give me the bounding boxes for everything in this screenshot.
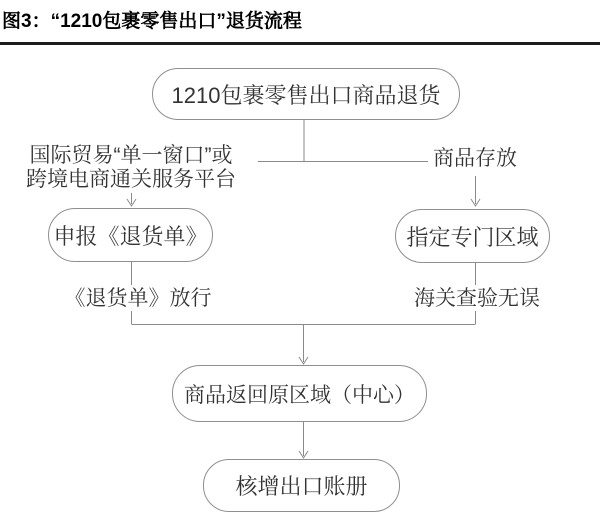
- label-goods-storage: 商品存放: [433, 147, 517, 170]
- node-increase-export-ledger: 核增出口账册: [203, 459, 400, 512]
- label-declaration-channel-line2: 跨境电商通关服务平台: [26, 168, 236, 191]
- node-start-return-goods: 1210包裹零售出口商品退货: [152, 68, 460, 120]
- label-return-form-release: 《退货单》放行: [64, 287, 212, 310]
- label-declaration-channel: [2, 144, 260, 192]
- node-designated-area: 指定专门区域: [395, 209, 550, 263]
- node-declare-return-form: 申报《退货单》: [48, 208, 213, 262]
- label-declaration-channel-line1: 国际贸易“单一窗口”或: [29, 144, 233, 167]
- figure-title: 图3：“1210包裹零售出口”退货流程: [2, 11, 302, 32]
- node-return-to-original-area: 商品返回原区域（中心）: [172, 365, 427, 422]
- label-customs-inspection: 海关查验无误: [414, 287, 540, 310]
